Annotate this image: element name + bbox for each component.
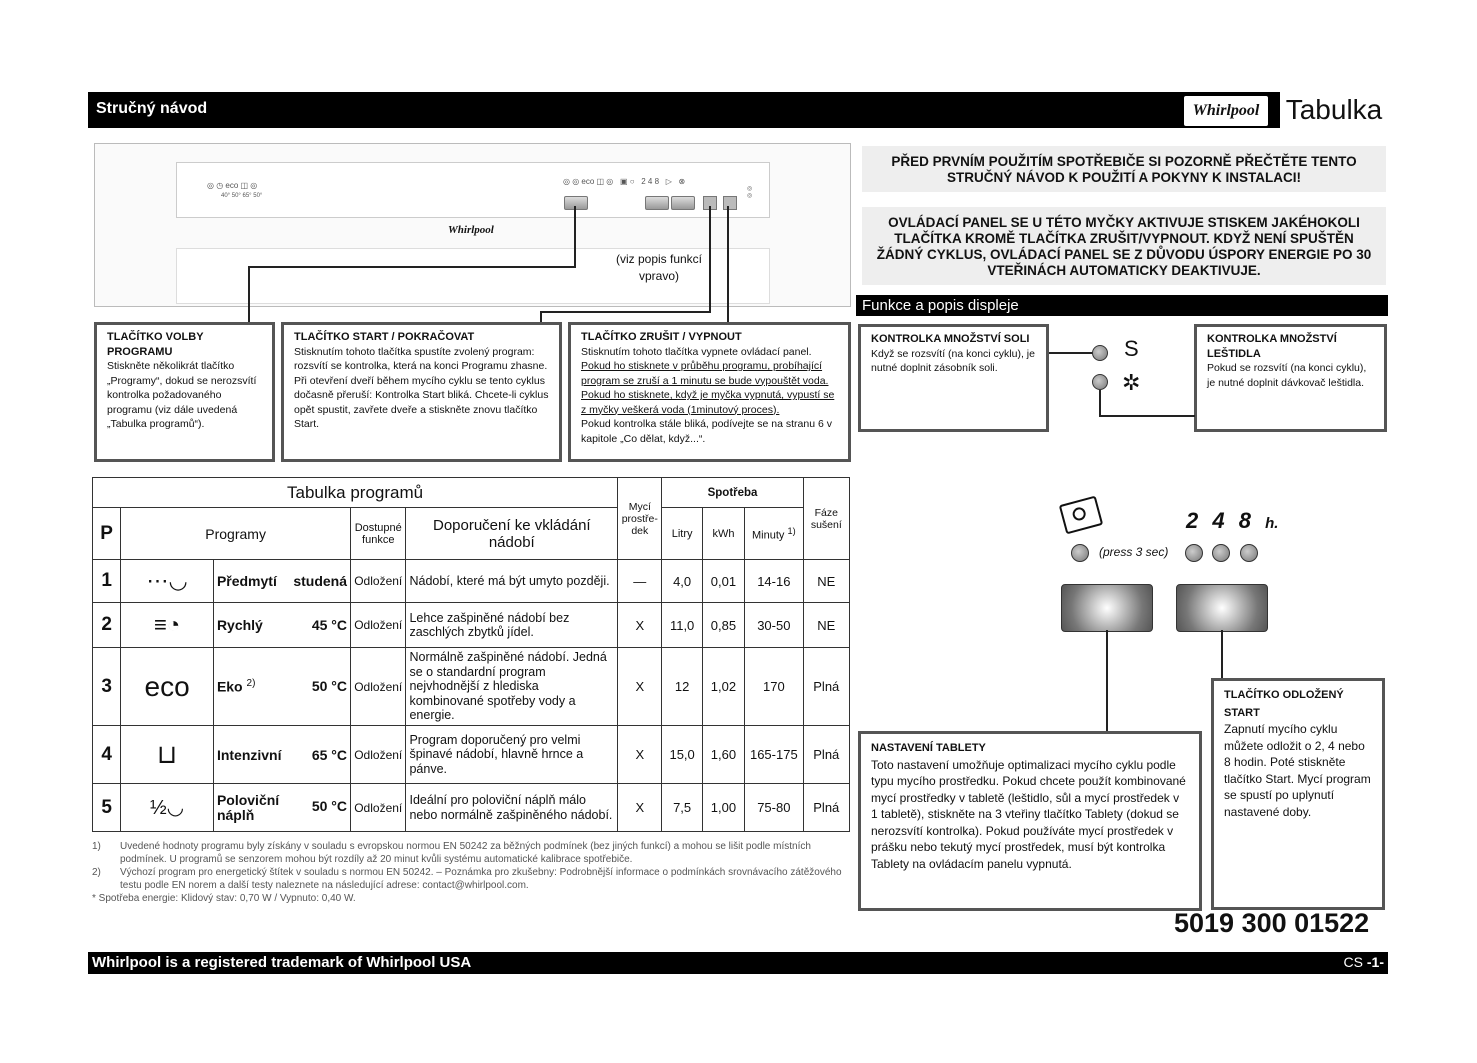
col-programs: Programy [121,508,351,560]
rinse-aid-led [1092,374,1108,390]
table-row: 3 eco Eko $^{2)}$ 50 °C Odložení Normálně zašpiněné nádobí. Jedná se o standardní program nejvhodnější z hlediska kombinované spotřeby vody a energie. X 12 1,02 170 Plná [93,648,850,726]
col-loading: Doporučení ke vkládání nádobí [406,508,618,560]
table-row: 4 ⊔ Intenzivní 65 °C Odložení Program doporučený pro velmi špinavé nádobí, hlavně hrnce a pánve. X 15,0 1,60 165-175 Plná [93,726,850,784]
col-drying: Fáze sušení [803,478,849,560]
salt-indicator-callout: KONTROLKA MNOŽSTVÍ SOLI Když se rozsvítí (na konci cyklu), je nutné doplnit zásobník soli. [858,324,1049,432]
tablet-button[interactable] [645,196,669,210]
tablet-led [1071,544,1089,562]
delay-start-callout: TLAČÍTKO ODLOŽENÝ START Zapnutí mycího cyklu můžete odložit o 2, 4 nebo 8 hodin. Poté stiskněte tlačítko Start. Mycí program se spustí po uplynutí nastavené doby. [1211,678,1385,910]
panel-brand-logo: Whirlpool [448,224,494,236]
start-button-callout: TLAČÍTKO START / POKRAČOVAT Stisknutím tohoto tlačítka spustíte zvolený program: rozsvítí se kontrolka, která na konci Programu zhasne. Při otevření dveří během mycího cyklu se tento cyklus dočasně přeruší: Kontrolka Start bliká. Chcete-li cyklus opět spustit, zavřete dveře a stiskněte znovu tlačítko Start. [281,322,562,462]
cancel-button-callout: TLAČÍTKO ZRUŠIT / VYPNOUT Stisknutím tohoto tlačítka vypnete ovládací panel. Pokud ho stisknete v průběhu programu, probíhající program se zruší a 1 minutu se bude vypouštět voda. Pokud ho stisknete, když je myčka vypnutá, vypustí se z myčky veškerá voda (1minutový proces). Pokud kontrolka stále bliká, podívejte se na stranu 6 v kapitole „Co dělat, když...“. [568,322,851,462]
header-title: Stručný návod [96,100,208,117]
tablet-icon [1059,496,1103,535]
program-button-callout: TLAČÍTKO VOLBY PROGRAMU Stiskněte několikrát tlačítko „Programy“, dokud se nerozsvítí kontrolka požadovaného programu (viz dále uvedená „Tabulka programů“). [94,322,275,462]
connector-line [1099,390,1101,416]
connector-line [709,206,711,312]
table-title: Tabulka programů [93,478,618,508]
connector-line [1221,630,1223,680]
rinse-aid-icon: ✲ [1122,370,1141,395]
program-button[interactable] [564,196,588,210]
program-icons: ◎ ◷ eco ◫ ◎ [207,181,258,190]
panel-note: (viz popis funkcí vpravo) [615,252,703,283]
col-minutes: Minuty $^{1)}$ [745,508,803,560]
quick-icon: ≡◔ [121,603,214,648]
salt-icon: S [1124,336,1139,361]
delay-button-large[interactable] [1176,584,1268,632]
program-table [92,477,850,832]
footer-bar [88,952,1388,974]
connector-line [727,206,729,322]
delay-4h-led [1212,544,1230,562]
table-row: 5 ½◡ 50 °C Poloviční náplň Odložení Ideální pro poloviční náplň málo nebo normálně zašpiněného nádobí. X 7,5 1,00 75-80 Plná [93,784,850,832]
pot-icon: ⊔ [121,726,214,784]
page-number: CS -1- [1343,954,1384,970]
header-tab-label: Tabulka [1280,92,1388,128]
program-temps: 40° 50° 65° 50° [221,193,263,199]
table-row: 2 ≡◔ Rychlý 45 °C Odložení Lehce zašpiněné nádobí bez zaschlých zbytků jídel. X 11,0 0,85 30-50 NE [93,603,850,648]
panel-led-icons: ◎ ◎ eco ◫ ◎ ▣ ○ 2 4 8 ▷ ⊗ [563,177,686,186]
connector-line [540,311,711,313]
footnotes: 1) Uvedené hodnoty programu byly získány v souladu s evropskou normou EN 50242 za běžných podmínek (bez jiných funkcí) a mohou se lišit podle místních podmínek. U programů se senzorem mohou být rozdíly až 20 minut kvůli systému automatické kalibrace spotřebiče. 2) Výchozí program pro energetický štítek v souladu s normou EN 50242. – Poznámka pro zkušebny: Podrobnější informace o podmínkách srovnávacího zátěžového testu podle EN norem a další testy naleznete na následující adrese: contact@whirlpool.com. * Spotřeba energie: Klidový stav: 0,70 W / Vypnuto: 0,40 W. [92,841,842,904]
rinse-aid-indicator-callout: KONTROLKA MNOŽSTVÍ LEŠTIDLA Pokud se rozsvítí (na konci cyklu), je nutné doplnit dávkovač leštidla. [1194,324,1387,432]
col-p: P [93,508,121,560]
connector-line [1099,415,1195,417]
part-number: 5019 300 01522 [1174,908,1370,938]
prewash-icon: ⋯◡ [121,560,214,603]
salt-led [1092,345,1108,361]
eco-icon: eco [121,648,214,726]
half-load-icon: ½◡ [121,784,214,832]
connector-line [248,266,250,322]
connector-line [574,206,576,268]
delay-hours-labels: 2 4 8 h. [1186,508,1279,533]
brand-logo: Whirlpool [1184,96,1268,126]
warning-box-read-manual: PŘED PRVNÍM POUŽITÍM SPOTŘEBIČE SI POZORNĚ PŘEČTĚTE TENTO STRUČNÝ NÁVOD K POUŽITÍ A POKYNY K INSTALACI! [862,146,1386,192]
col-litres: Litry [662,508,702,560]
tablet-button-large[interactable] [1061,584,1153,632]
functions-section-title: Funkce a popis displeje [856,295,1388,316]
cancel-button[interactable] [723,196,737,210]
press-hint: (press 3 sec) [1099,545,1169,559]
warning-box-panel-activation: OVLÁDACÍ PANEL SE U TÉTO MYČKY AKTIVUJE STISKEM JAKÉHOKOLI TLAČÍTKA KROMĚ TLAČÍTKA ZRUŠIT/VYPNOUT. KDYŽ NENÍ SPUŠTĚN ŽÁDNÝ CYKLUS, OVLÁDACÍ PANEL SE Z DŮVODU ÚSPORY ENERGIE PO 30 VTEŘINÁCH AUTOMATICKY DEAKTIVUJE. [862,207,1386,285]
delay-button[interactable] [671,196,695,210]
delay-2h-led [1185,544,1203,562]
col-functions: Dostupné funkce [351,508,406,560]
trademark-note: Whirlpool is a registered trademark of Whirlpool USA [92,954,472,971]
col-consumption: Spotřeba [662,478,803,508]
connector-line [1049,352,1093,354]
connector-line [1106,630,1108,732]
salt-rinse-icons: ◎ ◎ [747,186,753,199]
control-panel-strip [176,162,770,218]
tablet-setting-callout: NASTAVENÍ TABLETY Toto nastavení umožňuje optimalizaci mycího cyklu podle typu mycího prostředku. Pokud chcete použít kombinované mycí prostředky v tabletě (leštidlo, sůl a mycí prostředek v 1 tabletě), stiskněte na 3 vteřiny tlačítko Tablety (dokud se nerozsvítí kontrolka). Pokud používáte mycí prostředek v prášku nebo tekutý mycí prostředek, musí být kontrolka Tablety na ovládacím panelu vypnutá. [858,731,1202,911]
header-bar [88,92,1388,128]
delay-8h-led [1240,544,1258,562]
col-kwh: kWh [702,508,744,560]
connector-line [248,266,576,268]
table-row: 1 ⋯◡ Předmytí studená Odložení Nádobí, které má být umyto později. — 4,0 0,01 14-16 NE [93,560,850,603]
col-detergent: Mycí prostře-dek [618,478,662,560]
